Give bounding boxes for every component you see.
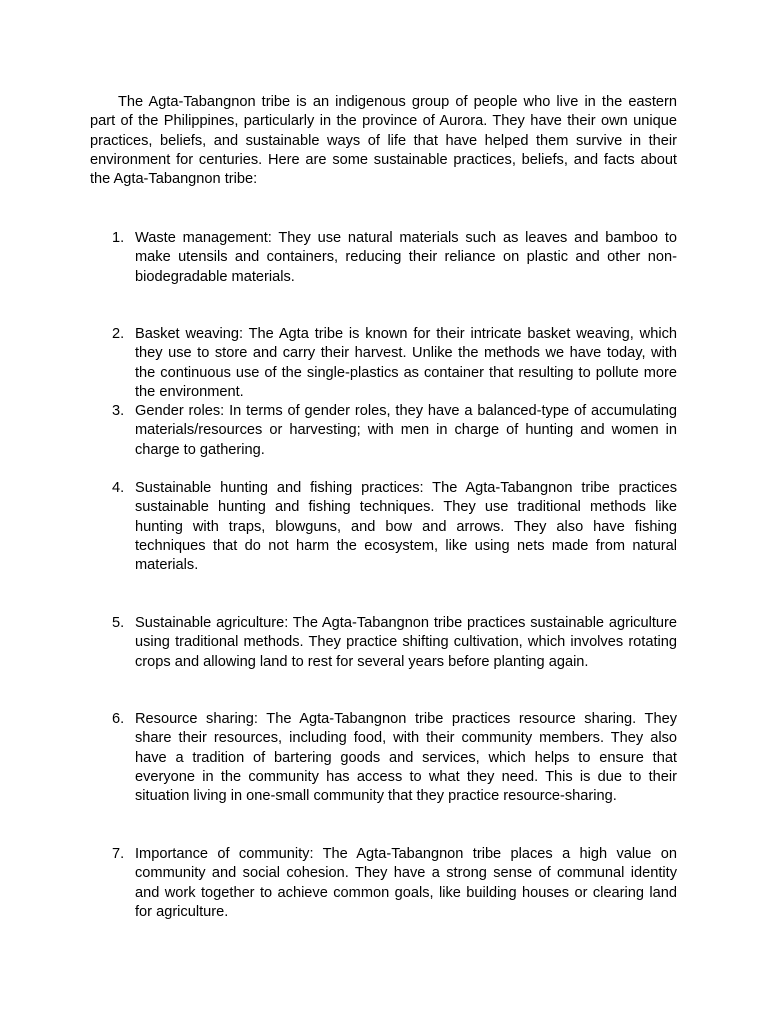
list-item-number: 3. [112, 403, 125, 419]
list-item-number: 2. [112, 326, 125, 342]
list-item-number: 7. [112, 846, 125, 862]
list-item-text: Importance of community: The Agta-Tabangnon tribe places a high value on community and social cohesion. They have a strong sense of communal identity and work together to achieve common goals, like building houses or clearing land for agriculture. [135, 846, 677, 920]
list-item-number: 1. [112, 230, 125, 246]
list-item-text: Resource sharing: The Agta-Tabangnon tribe practices resource sharing. They share their resources, including food, with their community members. They also have a tradition of bartering goods and services, which helps to ensure that everyone in the community has access to what they need. This is due to their situation living in one-small community that they practice resource-sharing. [135, 711, 677, 805]
list-item-text: Gender roles: In terms of gender roles, they have a balanced-type of accumulating materials/resources or harvesting; with men in charge of hunting and women in charge to gathering. [135, 403, 677, 458]
list-item-text: Waste management: They use natural materials such as leaves and bamboo to make utensils and containers, reducing their reliance on plastic and other non-biodegradable materials. [135, 230, 677, 285]
list-item-text: Basket weaving: The Agta tribe is known for their intricate basket weaving, which they use to store and carry their harvest. Unlike the methods we have today, with the continuous use of the single-plastics as container that resulting to pollute more the environment. [135, 326, 677, 400]
list-item-number: 5. [112, 615, 125, 631]
intro-paragraph: The Agta-Tabangnon tribe is an indigenous group of people who live in the eastern part of the Philippines, particularly in the province of Aurora. They have their own unique practices, beliefs, and sustainable ways of life that have helped them survive in their environment for centuries. Here are some sustainable practices, beliefs, and facts about the Agta-Tabangnon tribe: [90, 94, 677, 188]
list-item-text: Sustainable agriculture: The Agta-Tabangnon tribe practices sustainable agriculture using traditional methods. They practice shifting cultivation, which involves rotating crops and allowing land to rest for several years before planting again. [135, 615, 677, 670]
list-item-number: 6. [112, 711, 125, 727]
list-item-text: Sustainable hunting and fishing practices: The Agta-Tabangnon tribe practices sustainable hunting and fishing techniques. They use traditional methods like hunting with traps, blowguns, and bow and arrows. They also have fishing techniques that do not harm the ecosystem, like using nets made from natural materials. [135, 480, 677, 574]
list-item-number: 4. [112, 480, 125, 496]
